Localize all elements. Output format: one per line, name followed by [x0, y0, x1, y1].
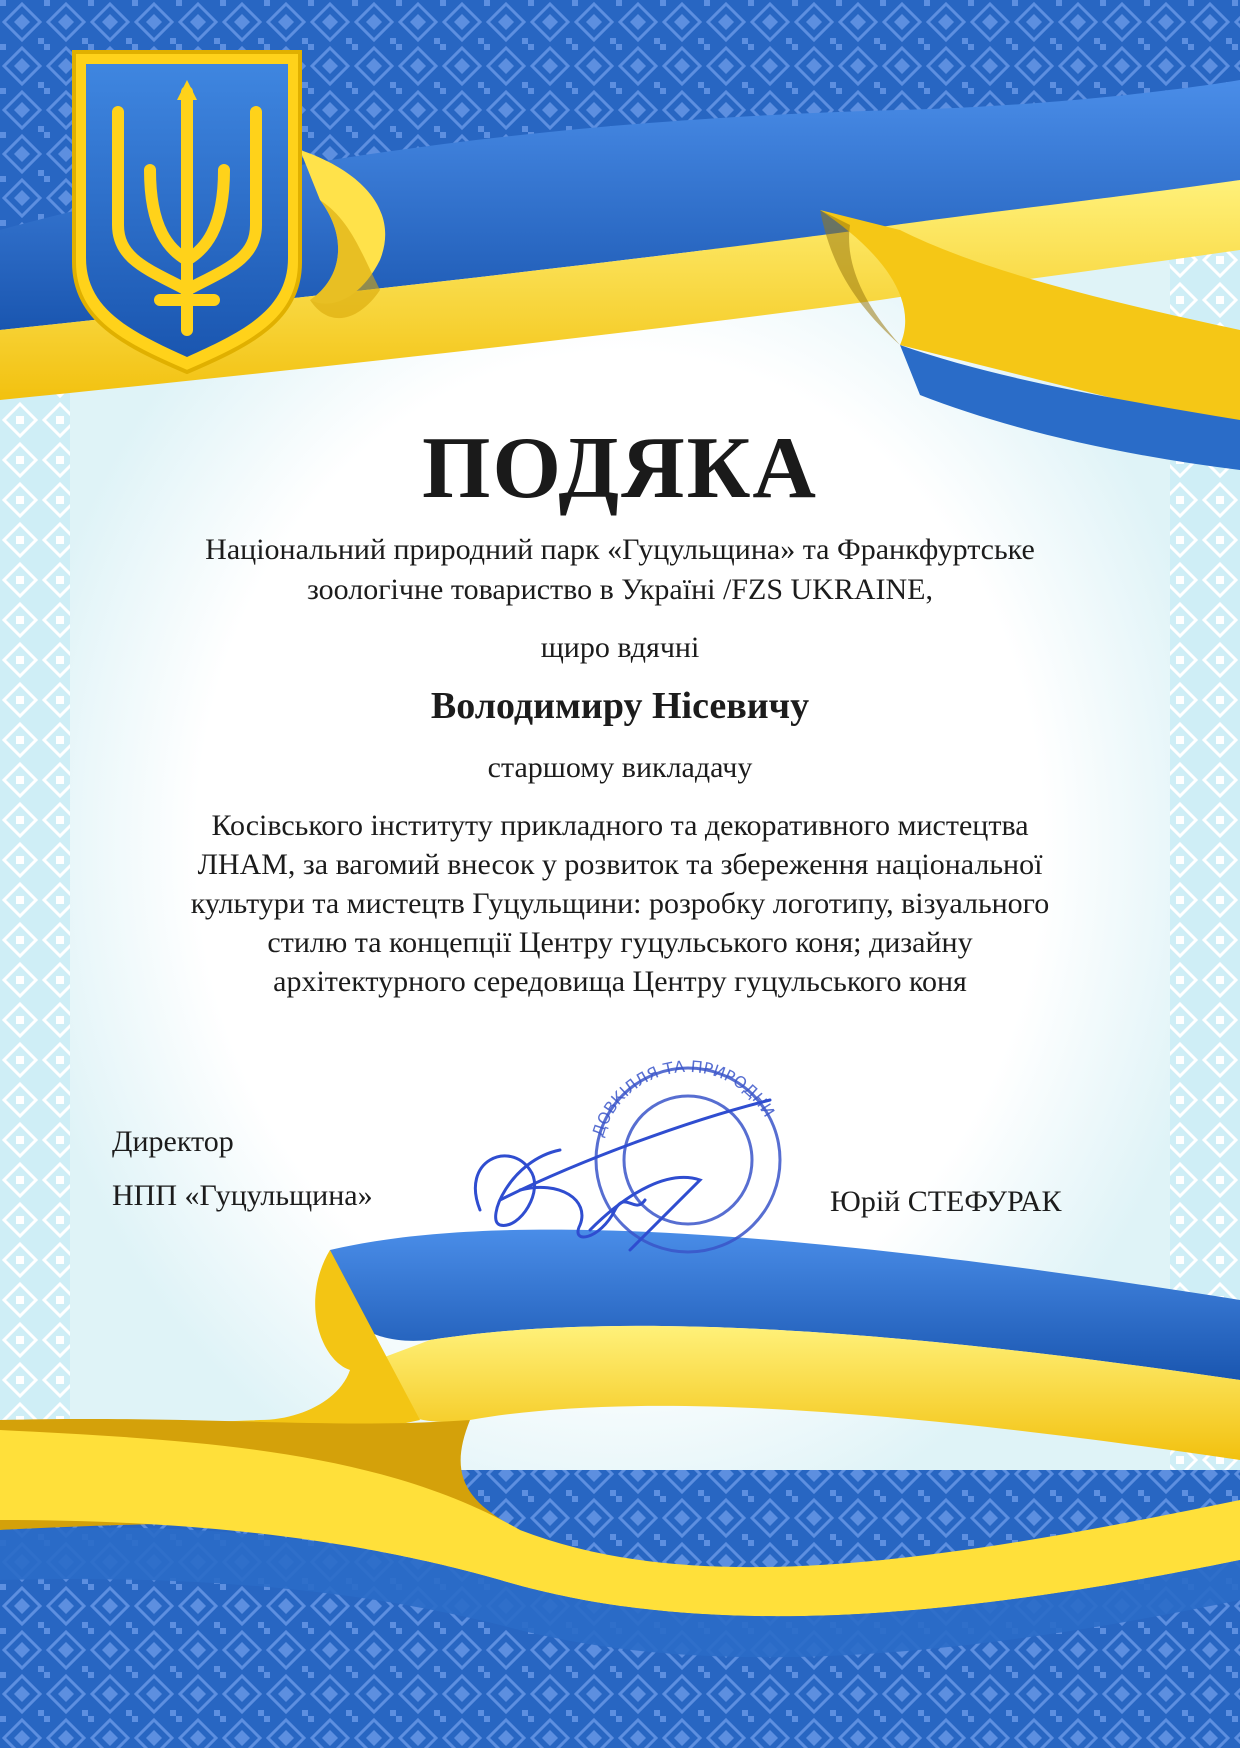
- signatory-organization: НПП «Гуцульщина»: [112, 1179, 373, 1212]
- reason-line: архітектурного середовища Центру гуцульського коня: [273, 965, 967, 998]
- reason-line: ЛНАМ, за вагомий внесок у розвиток та збереження національної: [197, 848, 1043, 881]
- certificate-title: ПОДЯКА: [422, 420, 818, 517]
- reason-line: стилю та концепції Центру гуцульського коня; дизайну: [267, 926, 973, 959]
- issuer-text: [120, 530, 1120, 610]
- handwritten-signature: [475, 1100, 770, 1250]
- reason-line: культури та мистецтв Гуцульщини: розробку логотипу, візуального: [190, 887, 1050, 920]
- signatory-title: Директор: [112, 1125, 234, 1158]
- issuer-line: Національний природний парк «Гуцульщина» та Франкфуртське: [205, 533, 1035, 566]
- reason-text: [120, 806, 1120, 1001]
- thanks-text: щиро вдячні: [540, 631, 700, 664]
- stamp-text: ДОВКІЛЛЯ ТА ПРИРОДНИ: [588, 1056, 779, 1140]
- reason-line: Косівського інституту прикладного та декоративного мистецтва: [211, 809, 1029, 842]
- issuer-line: зоологічне товариство в Україні /FZS UKRAINE,: [307, 573, 933, 606]
- recipient-position: старшому викладачу: [487, 751, 753, 784]
- round-seal-icon: [440, 1040, 800, 1280]
- recipient-name: Володимиру Нісевичу: [430, 685, 810, 727]
- trident-coat-of-arms-icon: [74, 52, 300, 372]
- signatory-name: Юрій СТЕФУРАК: [830, 1185, 1062, 1218]
